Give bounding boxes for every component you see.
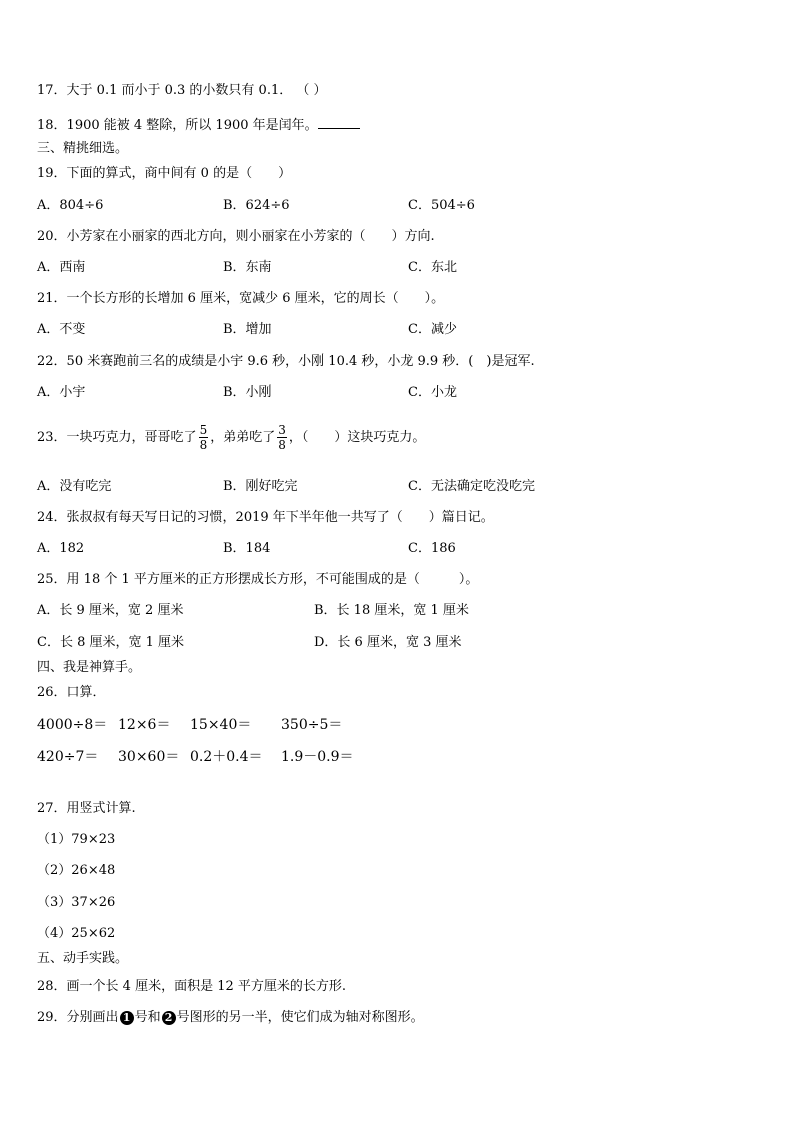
option-c[interactable]: C．无法确定吃没吃完 (408, 479, 535, 494)
question-text: 一块巧克力，哥哥吃了 (66, 430, 197, 445)
question-number: 25． (37, 572, 67, 587)
oral-calc-item: 1.9－0.9＝ (281, 749, 354, 765)
question-text: 分别画出 (66, 1010, 119, 1025)
oral-calc-item: 4000÷8＝ (37, 717, 108, 733)
option-d[interactable]: D．长 6 厘米，宽 3 厘米 (314, 635, 462, 650)
question-17 (37, 83, 327, 99)
option-c[interactable]: C．东北 (408, 260, 457, 275)
option-b[interactable]: B．624÷6 (223, 198, 290, 213)
question-number: 20． (37, 229, 67, 244)
question-26 (37, 685, 106, 701)
numerator: 3 (278, 423, 286, 437)
option-a[interactable]: A．没有吃完 (37, 479, 112, 494)
question-24 (37, 510, 494, 526)
question-text: 画一个长 4 厘米，面积是 12 平方厘米的长方形. (66, 979, 347, 994)
question-text: 号和 (134, 1010, 161, 1025)
oral-calc-item: 420÷7＝ (37, 749, 99, 765)
question-21 (37, 291, 444, 307)
option-c[interactable]: C．186 (408, 541, 456, 556)
question-number: 24． (37, 510, 67, 525)
fraction-five-eighths (199, 423, 209, 452)
option-b[interactable]: B．增加 (223, 322, 272, 337)
answer-blank[interactable] (318, 116, 360, 129)
question-text: 张叔叔有每天写日记的习惯，2019 年下半年他一共写了（ ）篇日记。 (66, 510, 494, 525)
option-a[interactable]: A．西南 (37, 260, 86, 275)
section-title-4: 四、我是神算手。 (37, 660, 142, 675)
question-text: 小芳家在小丽家的西北方向，则小丽家在小芳家的（ ）方向. (66, 229, 435, 244)
question-20 (37, 229, 435, 245)
oral-calc-item: 30×60＝ (118, 749, 180, 765)
option-a[interactable]: A．182 (37, 541, 85, 556)
question-text: ，弟弟吃了 (210, 430, 276, 445)
question-number: 29． (37, 1010, 67, 1025)
option-b[interactable]: B．184 (223, 541, 271, 556)
fraction-three-eighths (277, 423, 287, 452)
section-title-3: 三、精挑细选。 (37, 141, 129, 156)
option-a[interactable]: A．小宇 (37, 385, 86, 400)
question-text: 一个长方形的长增加 6 厘米，宽减少 6 厘米，它的周长（ ）。 (66, 291, 445, 306)
vertical-calc-item: （4）25×62 (37, 926, 116, 941)
option-c[interactable]: C．长 8 厘米，宽 1 厘米 (37, 635, 185, 650)
question-number: 23． (37, 430, 67, 445)
question-number: 27． (37, 801, 67, 816)
question-29 (37, 1010, 424, 1026)
vertical-calc-item: （3）37×26 (37, 895, 116, 910)
option-b[interactable]: B．刚好吃完 (223, 479, 298, 494)
question-number: 17． (37, 83, 67, 98)
option-a[interactable]: A．804÷6 (37, 198, 104, 213)
question-text: ，（ ）这块巧克力。 (288, 430, 426, 445)
option-c[interactable]: C．小龙 (408, 385, 457, 400)
question-number: 18． (37, 118, 67, 133)
question-text: 号图形的另一半，使它们成为轴对称图形。 (176, 1010, 424, 1025)
option-b[interactable]: B．东南 (223, 260, 272, 275)
numerator: 5 (199, 423, 208, 437)
question-23 (37, 420, 425, 456)
vertical-calc-item: （2）26×48 (37, 863, 116, 878)
option-b[interactable]: B．小刚 (223, 385, 272, 400)
option-c[interactable]: C．504÷6 (408, 198, 475, 213)
option-a[interactable]: A．长 9 厘米，宽 2 厘米 (37, 603, 184, 618)
question-18 (37, 116, 360, 134)
question-number: 19． (37, 166, 67, 181)
circled-number-1-icon: 1 (120, 1011, 134, 1025)
denominator: 8 (199, 438, 208, 452)
section-title-5: 五、动手实践。 (37, 951, 129, 966)
question-text: 口算． (66, 685, 106, 700)
option-a[interactable]: A．不变 (37, 322, 86, 337)
question-text: 下面的算式，商中间有 0 的是（ ） (66, 166, 292, 181)
question-number: 28． (37, 979, 67, 994)
option-b[interactable]: B．长 18 厘米，宽 1 厘米 (314, 603, 469, 618)
question-22 (37, 354, 535, 370)
question-text: 1900 能被 4 整除，所以 1900 年是闰年。 (66, 118, 318, 133)
question-text: 用竖式计算. (66, 801, 136, 816)
denominator: 8 (278, 438, 286, 452)
option-c[interactable]: C．减少 (408, 322, 457, 337)
circled-number-2-icon: 2 (162, 1011, 176, 1025)
oral-calc-item: 350÷5＝ (281, 717, 343, 733)
question-28 (37, 979, 346, 995)
question-text: 50 米赛跑前三名的成绩是小宇 9.6 秒，小刚 10.4 秒，小龙 9.9 秒．( )是冠军. (66, 354, 535, 369)
question-number: 22． (37, 354, 67, 369)
question-text: 用 18 个 1 平方厘米的正方形摆成长方形，不可能围成的是（ ）。 (66, 572, 479, 587)
question-27 (37, 801, 136, 817)
oral-calc-item: 12×6＝ (118, 717, 171, 733)
oral-calc-item: 0.2＋0.4＝ (190, 749, 263, 765)
question-19 (37, 166, 291, 182)
question-25 (37, 572, 478, 588)
question-text: 大于 0.1 而小于 0.3 的小数只有 0.1． （ ） (66, 83, 327, 98)
question-number: 26． (37, 685, 67, 700)
oral-calc-item: 15×40＝ (190, 717, 252, 733)
vertical-calc-item: （1）79×23 (37, 832, 116, 847)
question-number: 21． (37, 291, 67, 306)
